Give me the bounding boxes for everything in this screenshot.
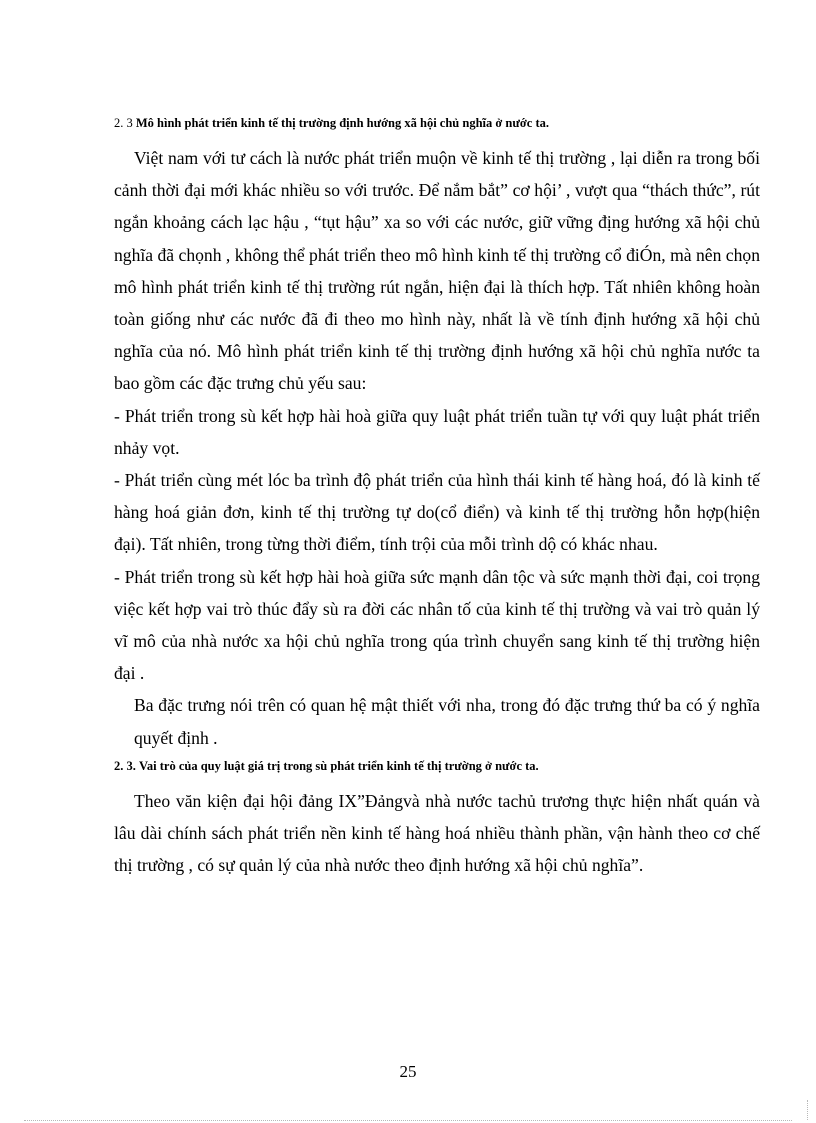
list-item-characteristic-2: - Phát triển cùng mét lóc ba trình độ phát triển của hình thái kinh tế hàng hoá, đó là kinh tế hàng hoá giản đơn, kinh tế thị trường tự do(cổ điển) và kinh tế thị trường hỗn hợp(hiện đại). Tất nhiên, trong từng thời điểm, tính trội của mỗi trình dộ có khác nhau. xyxy=(114,470,760,555)
body-paragraph-congress: Theo văn kiện đại hội đảng IX”Đảngvà nhà nước tachủ trương thực hiện nhất quán và lâu dài chính sách phát triển nền kinh tế hàng hoá nhiều thành phần, vận hành theo cơ chế thị trường , có sự quản lý của nhà nước theo định hướng xã hội chủ nghĩa”. xyxy=(114,790,760,876)
page-number: 25 xyxy=(399,1062,417,1081)
section-heading-value-law xyxy=(114,755,760,777)
list-item-characteristic-1: - Phát triển trong sù kết hợp hài hoà giữa quy luật phát triển tuần tự với quy luật phát triển nhảy vọt. xyxy=(114,405,760,458)
section-number: 2. 3 xyxy=(114,116,133,130)
body-paragraph-intro: Việt nam với tư cách là nước phát triển muộn về kinh tế thị trường , lại diễn ra trong bối cảnh thời đại mới khác nhiều so với trước. Để nắm bắt” cơ hội’ , vượt qua “thách thức”, rút ngắn khoảng cách lạc hậu , “tụt hậu” xa so với các nước, giữ vững địng hướng xã hội chủ nghĩa đã chọnh , không thể phát triển theo mô hình kinh tế thị trường cổ điÓn, mà nên chọn mô hình phát triển kinh tế thị trường rút ngắn, hiện đại là thích hợp. Tất nhiên không hoàn toàn giống như các nước đã đi theo mo hình này, nhất là về tính định hướng xã hội chủ nghĩa của nó. Mô hình phát triển kinh tế thị trường định hướng xã hội chủ nghĩa nước ta bao gồm các đặc trưng chủ yếu sau: xyxy=(114,148,760,394)
section-number: 2. 3. xyxy=(114,758,136,773)
page-bottom-border xyxy=(24,1120,792,1121)
page-corner-border xyxy=(807,1100,808,1120)
page-content xyxy=(114,112,760,881)
list-item-characteristic-3: - Phát triển trong sù kết hợp hài hoà giữa sức mạnh dân tộc và sức mạnh thời đại, coi trọng việc kết hợp vai trò thúc đẩy sù ra đời các nhân tố của kinh tế thị trường và vai trò quản lý vĩ mô của nhà nước xa hội chủ nghĩa trong qúa trình chuyển sang kinh tế thị trường hiện đại . xyxy=(114,566,760,684)
section-heading-model xyxy=(114,112,760,134)
section-title: Mô hình phát triển kinh tế thị trường định hướng xã hội chủ nghĩa ở nước ta. xyxy=(135,116,550,130)
section-title: Vai trò của quy luật giá trị trong sù phát triển kinh tế thị trường ở nước ta. xyxy=(139,758,539,773)
body-paragraph-conclusion: Ba đặc trưng nói trên có quan hệ mật thiết với nha, trong đó đặc trưng thứ ba có ý nghĩa quyết định . xyxy=(134,695,760,748)
